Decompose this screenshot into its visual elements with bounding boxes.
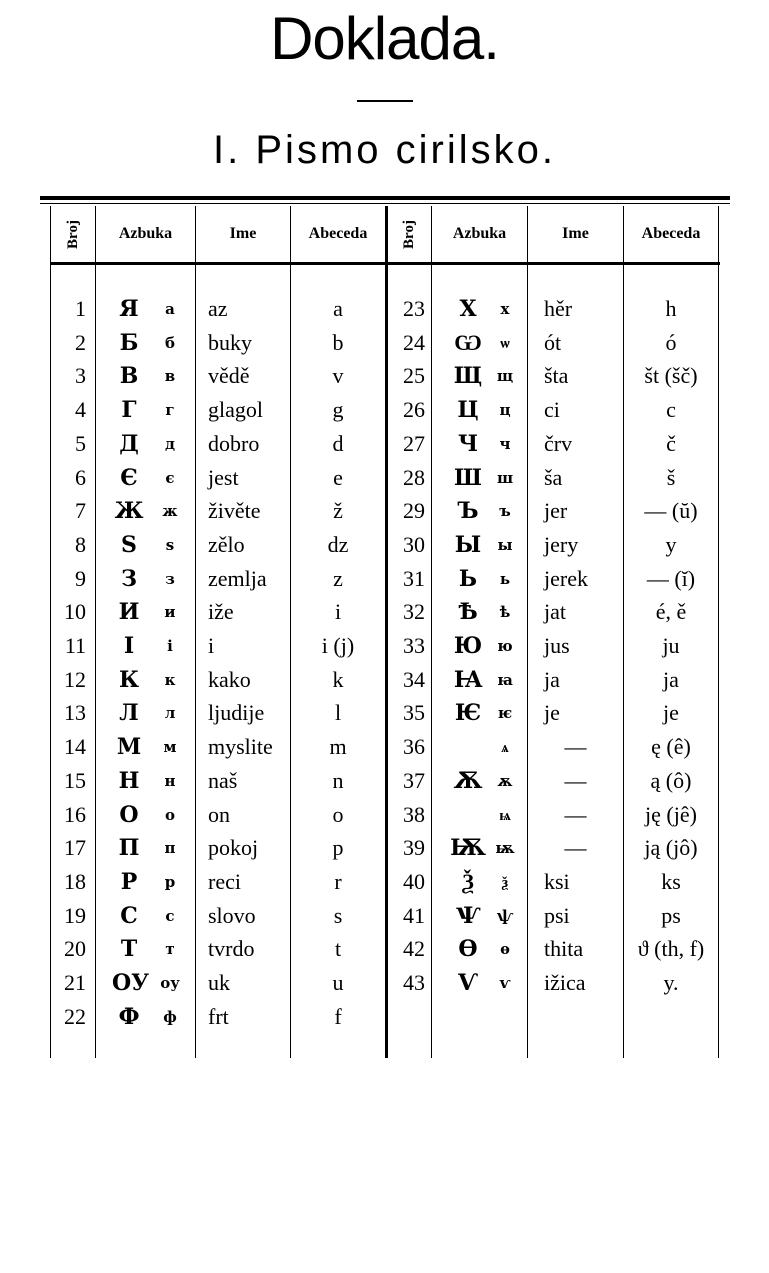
letter-name: thita [544,936,584,962]
latin-equivalent: ją (jô) [644,835,698,861]
letter-name: zemlja [208,565,267,591]
letter-number: 43 [403,970,425,995]
table-row [0,427,769,461]
letter-number: 17 [64,835,86,861]
lowercase-letter: п [164,839,176,858]
letter-name: ša [544,464,563,490]
uppercase-letter: Ю [453,633,483,659]
lowercase-letter: щ [496,367,514,386]
lowercase-letter: б [164,333,175,352]
lowercase-letter: р [164,872,176,891]
uppercase-letter: Ч [457,430,479,457]
latin-equivalent: r [334,868,342,894]
latin-equivalent: š [666,464,676,490]
uppercase-letter: Ѡ [454,329,482,356]
lowercase-letter: є [165,468,175,487]
letter-number: 18 [64,868,86,894]
letter-name: — [564,767,587,793]
letter-name: iže [208,599,234,625]
letter-number: 22 [64,1003,86,1029]
letter-name: je [544,700,560,726]
lowercase-letter: ж [162,502,178,521]
letter-name: slovo [208,902,256,928]
letter-name: jest [208,464,239,490]
table-row [0,1000,769,1034]
latin-equivalent: b [332,329,344,355]
table-row [0,528,769,562]
uppercase-letter: Ѱ [455,902,481,929]
latin-equivalent: h [665,296,677,321]
lowercase-letter: х [500,300,510,318]
letter-name: črv [544,430,573,456]
letter-name: kako [208,666,251,692]
lowercase-letter: ѧ [501,738,509,757]
lowercase-letter: ы [497,535,513,554]
uppercase-letter: Ж [114,498,144,525]
table-row [0,393,769,427]
letter-number: 4 [75,397,86,423]
letter-name: ót [544,329,562,355]
latin-equivalent: f [334,1003,342,1029]
lowercase-letter: ѳ [500,940,510,959]
latin-equivalent: ϑ (th, f) [637,936,705,962]
letter-name: reci [208,868,241,894]
letter-name: ljudije [208,700,265,726]
lowercase-letter: ъ [499,502,511,521]
latin-equivalent: z [333,565,343,591]
letter-number: 14 [64,734,86,760]
latin-equivalent: ks [661,868,681,894]
title-divider [357,100,413,102]
uppercase-letter: Я [119,296,139,322]
letter-number: 3 [75,363,86,389]
table-row [0,696,769,730]
uppercase-letter: М [116,734,142,761]
letter-name: zělo [208,531,245,557]
table-row [0,663,769,697]
lowercase-letter: ѯ [501,872,509,891]
letter-name: dobro [208,430,260,456]
lowercase-letter: д [165,434,175,453]
letter-number: 5 [75,430,86,456]
letter-number: 39 [403,835,425,861]
letter-name: jus [544,633,570,658]
lowercase-letter: і [167,637,173,655]
letter-name: jat [544,599,566,625]
letter-name: i [208,633,215,658]
table-row [0,461,769,495]
latin-equivalent: g [332,397,344,423]
header-ime: Ime [562,225,589,242]
lowercase-letter: ц [499,401,511,420]
latin-equivalent: ps [661,902,681,928]
letter-number: 42 [403,936,425,962]
letter-name: jerek [544,565,588,591]
letter-number: 41 [403,902,425,928]
header-broj: Broj [64,219,81,249]
page-title: Doklada. [270,5,499,72]
table-row [0,865,769,899]
letter-name: glagol [208,397,263,423]
header-abeceda: Abeceda [641,225,701,242]
letter-name: jer [544,498,568,524]
uppercase-letter: І [123,633,135,659]
letter-name: — [564,835,587,861]
latin-equivalent: ą (ô) [650,767,692,793]
letter-number: 27 [403,430,425,456]
latin-equivalent: p [332,835,344,861]
uppercase-letter: Ѯ [462,868,474,895]
lowercase-letter: м [163,738,177,757]
letter-number: 40 [403,868,425,894]
table-row [0,292,769,326]
table-row [0,764,769,798]
uppercase-letter: Ѫ [453,767,483,794]
header-azbuka: Azbuka [118,225,173,242]
letter-name: buky [208,329,252,355]
letter-name: tvrdo [208,936,255,962]
letter-name: — [564,801,587,827]
uppercase-letter: Б [119,329,139,356]
uppercase-letter: Ѭ [450,835,486,862]
lowercase-letter: ѣ [499,603,511,622]
uppercase-letter: Х [459,296,477,322]
lowercase-letter: ѭ [495,839,515,858]
letter-name: ksi [544,868,570,894]
latin-equivalent: s [333,902,343,928]
uppercase-letter: ОУ [112,970,150,996]
letter-number: 2 [75,329,86,355]
latin-equivalent: c [666,397,676,423]
letter-number: 32 [403,599,425,625]
lowercase-letter: оу [160,974,180,992]
table-row [0,899,769,933]
letter-number: 20 [64,936,86,962]
table-row [0,629,769,663]
letter-number: 6 [75,464,86,490]
lowercase-letter: и [164,603,176,622]
letter-number: 34 [403,666,425,692]
lowercase-letter: к [164,670,176,689]
lowercase-letter: ь [499,569,511,588]
latin-equivalent: je [663,700,679,726]
uppercase-letter: Ш [454,464,482,491]
lowercase-letter: с [165,906,175,925]
lowercase-letter: ꙗ [497,670,513,689]
uppercase-letter: Ы [454,531,482,558]
header-azbuka: Azbuka [452,225,507,242]
letter-number: 8 [75,531,86,557]
letter-name: ja [544,666,560,692]
letter-number: 23 [403,296,425,321]
letter-number: 35 [403,700,425,726]
latin-equivalent: a [333,296,343,321]
letter-number: 12 [64,666,86,692]
uppercase-letter: В [119,363,139,390]
latin-equivalent: ja [663,666,679,692]
uppercase-letter: Є [120,464,138,491]
lowercase-letter: г [165,401,175,420]
table-row [0,798,769,832]
lowercase-letter: л [164,704,176,723]
lowercase-letter: о [164,805,175,824]
latin-equivalent: v [332,363,344,389]
uppercase-letter: Ф [118,1003,140,1030]
latin-equivalent: ž [333,498,343,524]
letter-name: hěr [544,296,573,321]
letter-number: 15 [64,767,86,793]
lowercase-letter: ю [497,637,513,655]
letter-number: 7 [75,498,86,524]
latin-equivalent: y [665,531,677,557]
lowercase-letter: ѡ [500,333,510,352]
letter-number: 38 [403,801,425,827]
uppercase-letter: К [118,666,139,693]
uppercase-letter: Ꙗ [453,666,483,693]
uppercase-letter: Ъ [457,498,479,525]
table-row [0,326,769,360]
letter-number: 33 [403,633,425,658]
lowercase-letter: н [164,771,176,790]
uppercase-letter: Д [119,430,139,457]
letter-number: 37 [403,767,425,793]
uppercase-letter: С [120,902,138,929]
letter-number: 36 [403,734,425,760]
uppercase-letter: И [118,599,140,626]
latin-equivalent: ję (jê) [645,801,697,827]
letter-name: naš [208,767,238,793]
latin-equivalent: e [333,464,343,490]
latin-equivalent: i (j) [321,633,355,658]
latin-equivalent: t [334,936,342,962]
letter-name: frt [208,1003,229,1029]
lowercase-letter: ѱ [496,906,514,925]
uppercase-letter: Ѳ [458,936,478,963]
letter-number: 30 [403,531,425,557]
lowercase-letter: ѥ [497,704,513,723]
lowercase-letter: ч [499,434,511,453]
letter-number: 25 [403,363,425,389]
section-title: I. Pismo cirilsko. [213,128,556,172]
letter-number: 28 [403,464,425,490]
letter-number: 26 [403,397,425,423]
uppercase-letter: Ц [457,397,479,424]
letter-number: 21 [64,970,86,995]
uppercase-letter: Щ [453,363,483,390]
table-row [0,730,769,764]
letter-name: ci [544,397,560,423]
uppercase-letter: Ѣ [458,599,478,626]
latin-equivalent: ju [662,633,680,658]
uppercase-letter: З [121,565,137,592]
lowercase-letter: ѫ [497,771,513,790]
latin-equivalent: u [332,970,344,995]
uppercase-letter: Г [121,397,137,424]
uppercase-letter: Р [120,868,138,895]
latin-equivalent: — (ĭ) [646,565,696,591]
uppercase-letter: Ѕ [121,531,137,558]
latin-equivalent: l [334,700,342,726]
latin-equivalent: y. [663,970,679,995]
uppercase-letter: О [119,801,139,828]
letter-number: 1 [75,296,86,321]
letter-name: — [564,734,587,760]
header-ime: Ime [229,225,257,242]
letter-name: on [208,801,230,827]
table-row [0,831,769,865]
lowercase-letter: ѩ [499,805,511,824]
lowercase-letter: ѕ [165,535,175,554]
latin-equivalent: č [666,430,676,456]
letter-number: 13 [64,700,86,726]
uppercase-letter: Н [118,767,140,794]
latin-equivalent: é, ě [655,599,687,625]
latin-equivalent: — (ŭ) [644,498,698,524]
uppercase-letter: Ь [458,565,478,592]
latin-equivalent: o [332,801,344,827]
table-row [0,932,769,966]
table-row [0,595,769,629]
letter-name: jery [544,531,579,557]
uppercase-letter: Т [120,936,138,963]
latin-equivalent: d [332,430,344,456]
letter-name: pokoj [208,835,259,861]
letter-number: 24 [403,329,425,355]
uppercase-letter: Л [119,700,139,727]
letter-number: 29 [403,498,425,524]
letter-number: 31 [403,565,425,591]
lowercase-letter: ф [163,1007,177,1026]
header-bottom-rule [50,262,720,265]
letter-number: 10 [64,599,86,625]
latin-equivalent: ę (ê) [651,734,691,760]
latin-equivalent: dz [327,531,349,557]
table-row [0,494,769,528]
letter-number: 9 [75,565,86,591]
table-row [0,359,769,393]
lowercase-letter: а [165,300,175,318]
latin-equivalent: ó [665,329,677,355]
lowercase-letter: з [165,569,175,588]
letter-name: psi [544,902,570,928]
letter-name: ižica [544,970,586,995]
latin-equivalent: i [334,599,342,625]
letter-name: uk [208,970,230,995]
header-abeceda: Abeceda [308,225,368,242]
table-row [0,562,769,596]
latin-equivalent: m [329,734,347,760]
letter-name: az [208,296,228,321]
letter-name: myslite [208,734,273,760]
letter-name: šta [544,363,569,389]
uppercase-letter: Ѥ [454,700,482,727]
latin-equivalent: št (šč) [644,363,698,389]
letter-number: 11 [64,633,86,658]
letter-name: živěte [208,498,261,524]
header-broj: Broj [400,219,417,249]
letter-number: 19 [64,902,86,928]
latin-equivalent: n [332,767,344,793]
lowercase-letter: ѵ [499,974,511,992]
latin-equivalent: k [332,666,344,692]
uppercase-letter: Ѵ [457,970,479,996]
lowercase-letter: ш [496,468,514,487]
uppercase-letter: П [118,835,140,862]
table-top-rule [40,196,730,204]
lowercase-letter: в [164,367,176,386]
lowercase-letter: т [165,940,175,959]
table-row [0,966,769,1000]
letter-name: vědě [208,363,250,389]
letter-number: 16 [64,801,86,827]
